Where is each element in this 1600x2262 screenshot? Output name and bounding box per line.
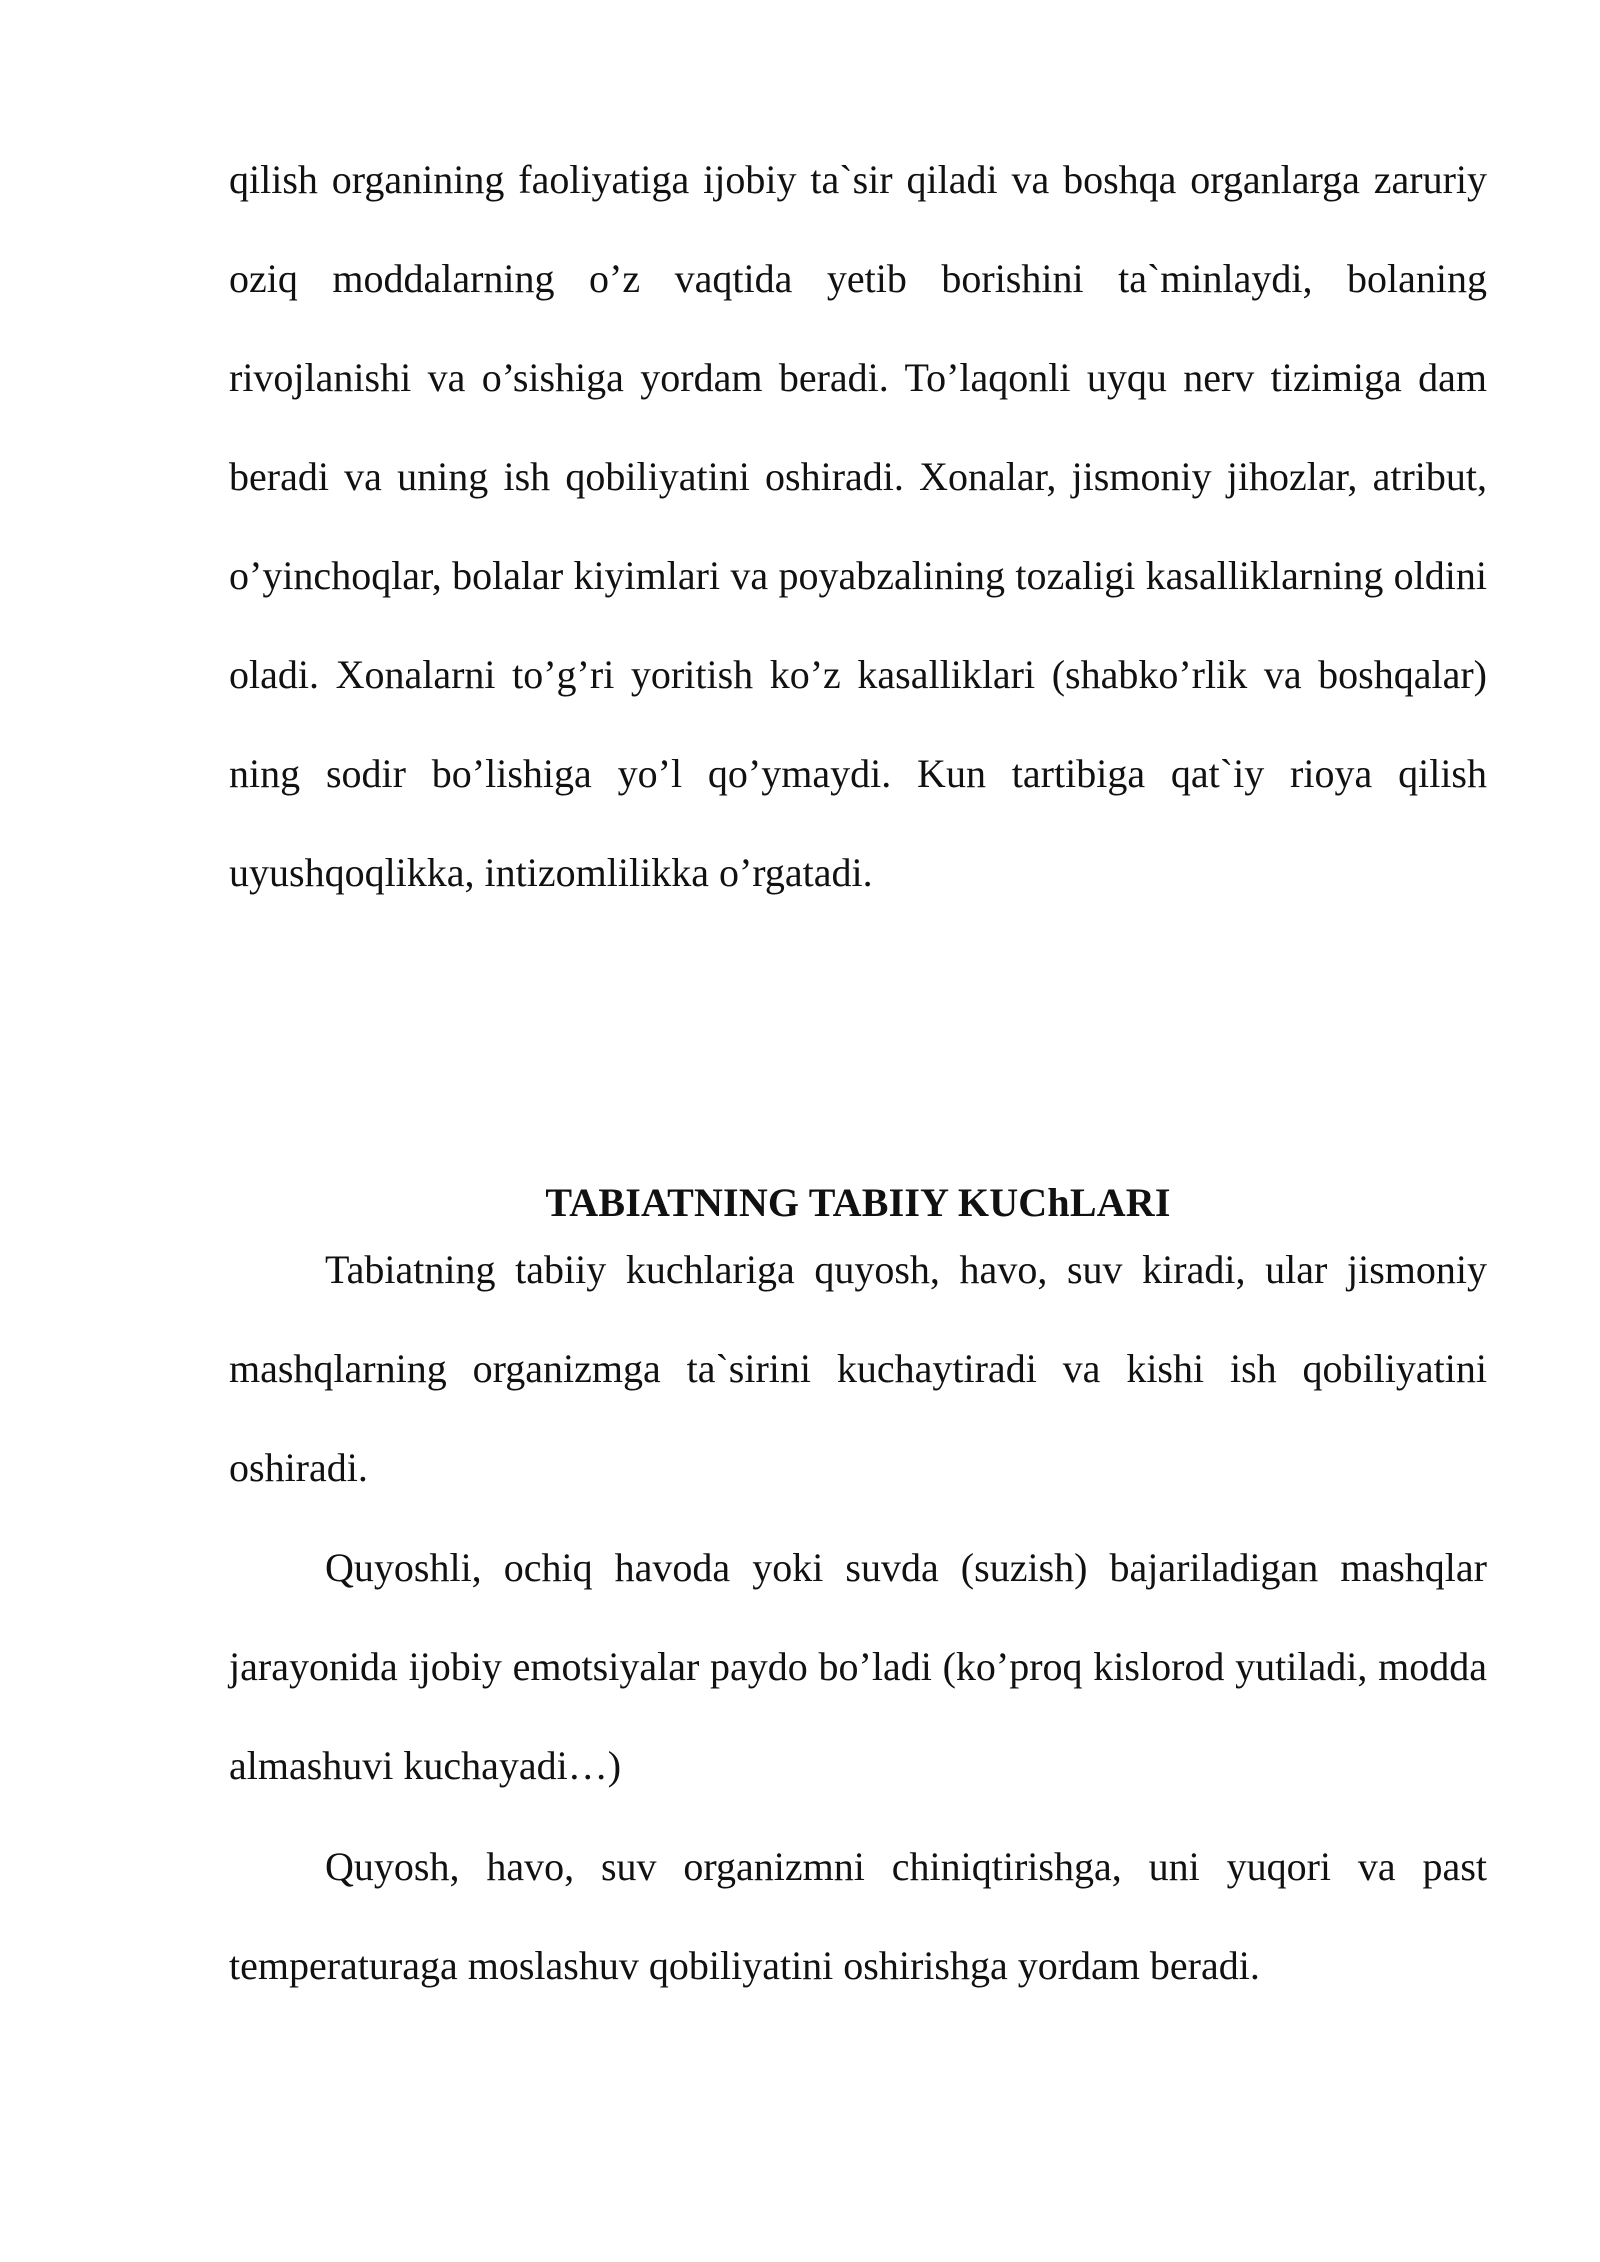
body-paragraph-outdoor-exercise: Quyoshli, ochiq havoda yoki suvda (suzish) bajariladigan mashqlar jarayonida ijobiy emotsiyalar paydo bo’ladi (ko’proq kislorod yutiladi, modda almashuvi kuchayadi…) (229, 1545, 1487, 1788)
body-paragraph-natural-forces: Tabiatning tabiiy kuchlariga quyosh, havo, suv kiradi, ular jismoniy mashqlarning organizmga ta`sirini kuchaytiradi va kishi ish qobiliyatini oshiradi. (229, 1247, 1487, 1490)
section-heading: TABIATNING TABIIY KUChLARI (545, 1180, 1171, 1226)
body-paragraph-continuation: qilish organining faoliyatiga ijobiy ta`sir qiladi va boshqa organlarga zaruriy oziq moddalarning o’z vaqtida yetib borishini ta`minlaydi, bolaning rivojlanishi va o’sishiga yordam beradi. To’laqonli uyqu nerv tizimiga dam beradi va uning ish qobiliyatini oshiradi. Xonalar, jismoniy jihozlar, atribut, o’yinchoqlar, bolalar kiyimlari va poyabzalining tozaligi kasalliklarning oldini oladi. Xonalarni to’g’ri yoritish ko’z kasalliklari (shabko’rlik va boshqalar) ning sodir bo’lishiga yo’l qo’ymaydi. Kun tartibiga qat`iy rioya qilish uyushqoqlikka, intizomlilikka o’rgatadi. (229, 157, 1487, 895)
body-paragraph-hardening: Quyosh, havo, suv organizmni chiniqtirishga, uni yuqori va past temperaturaga moslashuv qobiliyatini oshirishga yordam beradi. (229, 1844, 1487, 1988)
